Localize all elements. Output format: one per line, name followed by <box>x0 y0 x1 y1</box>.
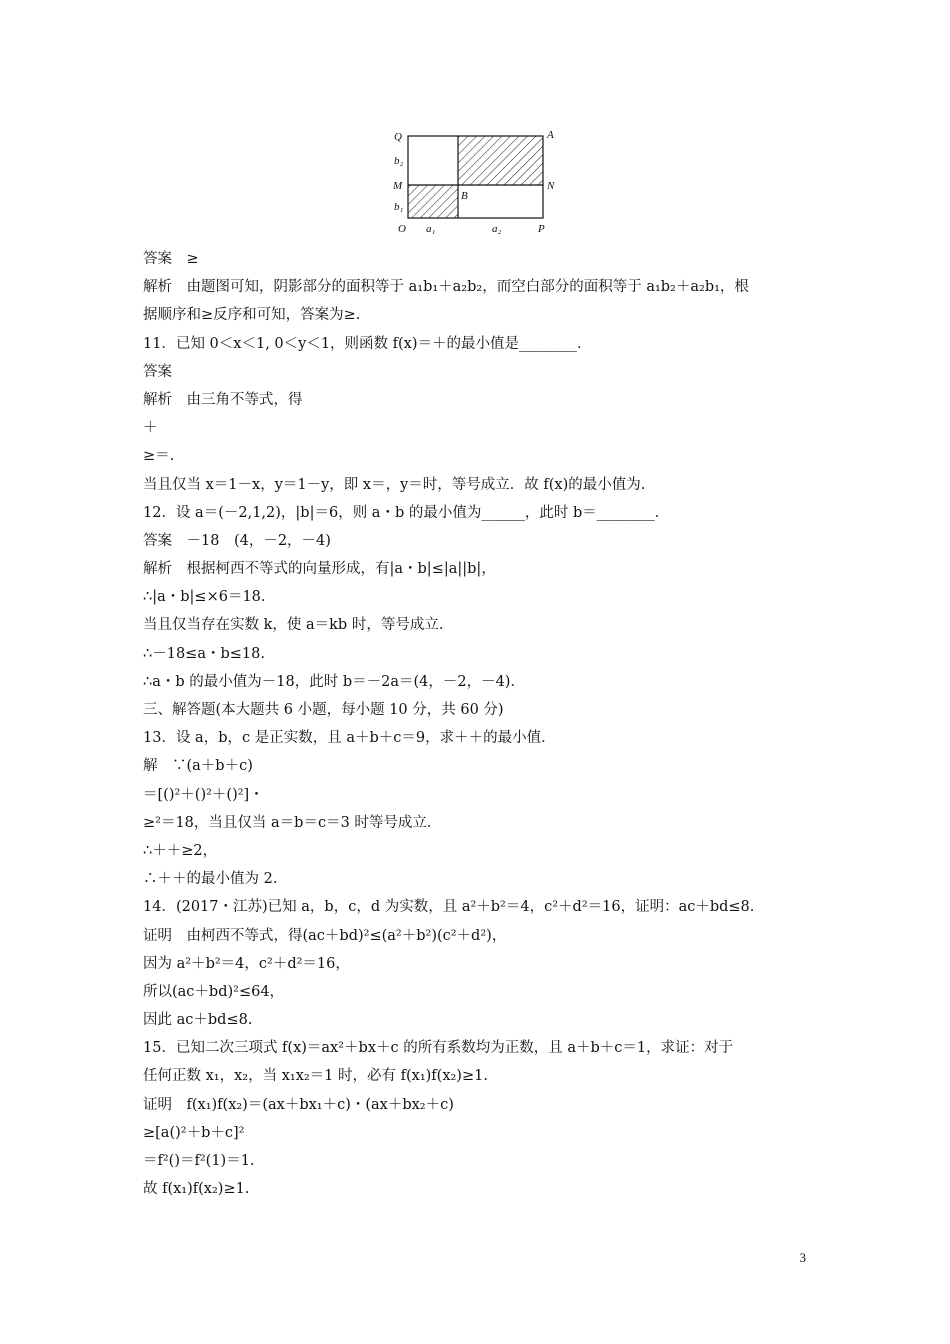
text-line: 解析 由题图可知，阴影部分的面积等于 a₁b₁＋a₂b₂，而空白部分的面积等于 a₁b₂＋a₂b₁，根 <box>143 279 749 296</box>
text-line: ∴＋＋≥2， <box>143 842 218 859</box>
page-number: 3 <box>799 1250 806 1265</box>
text-line: ∴＋＋的最小值为 2. <box>143 871 278 888</box>
text-line: 15．已知二次三项式 f(x)＝ax²＋bx＋c 的所有系数均为正数，且 a＋b＋c＝1，求证：对于 <box>143 1040 734 1057</box>
text-line: ＝[()²＋()²＋()²]・ <box>143 786 264 803</box>
text-line: ∴|a・b|≤×6＝18. <box>143 589 266 606</box>
text-line: 证明 f(x₁)f(x₂)＝(ax＋bx₁＋c)・(ax＋bx₂＋c) <box>143 1096 454 1113</box>
text-line: ＝f²()＝f²(1)＝1. <box>143 1153 255 1169</box>
text-line: 答案 <box>143 363 172 380</box>
text-line: ∴－18≤a・b≤18. <box>143 645 265 662</box>
section-heading: 三、解答题(本大题共 6 小题，每小题 10 分，共 60 分) <box>143 702 504 718</box>
label-a1: a₁ <box>426 223 436 235</box>
diagram-svg <box>380 122 570 240</box>
rectangle-area-diagram <box>380 122 570 240</box>
text-line: 答案 －18 (4，－2，－4) <box>143 532 331 549</box>
text-line: ≥²＝18，当且仅当 a＝b＝c＝3 时等号成立． <box>143 814 442 831</box>
text-line: 任何正数 x₁，x₂，当 x₁x₂＝1 时，必有 f(x₁)f(x₂)≥1. <box>143 1068 488 1085</box>
shaded-region-a2b2 <box>458 136 543 185</box>
label-m: M <box>393 180 403 192</box>
label-b2: b₂ <box>394 155 404 167</box>
text-line: ＋ <box>143 420 158 437</box>
shaded-region-a1b1 <box>408 185 458 218</box>
label-n: N <box>547 180 555 192</box>
text-line: 12．设 a＝(－2,1,2)，|b|＝6，则 a・b 的最小值为______，此时 b＝________． <box>143 504 670 521</box>
text-line: ≥＝. <box>143 448 175 465</box>
text-line: 当且仅当 x＝1－x，y＝1－y，即 x＝，y＝时，等号成立．故 f(x)的最小值为. <box>143 476 646 493</box>
text-line: 故 f(x₁)f(x₂)≥1. <box>143 1181 250 1198</box>
text-line: 13．设 a，b，c 是正实数，且 a＋b＋c＝9，求＋＋的最小值． <box>143 730 556 747</box>
text-line: 解析 由三角不等式，得 <box>143 391 303 408</box>
text-line: 因为 a²＋b²＝4，c²＋d²＝16， <box>143 955 350 972</box>
text-line: 因此 ac＋bd≤8. <box>143 1012 253 1029</box>
text-line: 所以(ac＋bd)²≤64， <box>143 983 285 1000</box>
label-o: O <box>398 223 406 235</box>
text-line: 14．(2017・江苏)已知 a，b，c，d 为实数，且 a²＋b²＝4，c²＋d²＝16，证明：ac＋bd≤8. <box>143 899 755 916</box>
text-line: 答案 ≥ <box>143 251 199 267</box>
text-line: 11．已知 0＜x＜1, 0＜y＜1，则函数 f(x)＝＋的最小值是________． <box>143 335 592 352</box>
label-a2: a₂ <box>492 223 502 235</box>
label-b-point: B <box>461 190 468 202</box>
label-q: Q <box>394 131 402 143</box>
text-line: ≥[a()²＋b＋c]² <box>143 1124 245 1141</box>
label-p: P <box>538 223 545 235</box>
text-line: 当且仅当存在实数 k，使 a＝kb 时，等号成立． <box>143 617 454 634</box>
label-b1: b₁ <box>394 201 404 213</box>
text-line: 据顺序和≥反序和可知，答案为≥. <box>143 307 361 324</box>
text-line: 证明 由柯西不等式，得(ac＋bd)²≤(a²＋b²)(c²＋d²)， <box>143 927 507 944</box>
label-a: A <box>547 129 554 141</box>
text-line: 解 ∵(a＋b＋c) <box>143 758 253 775</box>
document-body <box>143 245 823 1203</box>
text-line: 解析 根据柯西不等式的向量形成，有|a・b|≤|a||b|， <box>143 561 496 578</box>
text-line: ∴a・b 的最小值为－18，此时 b＝－2a＝(4，－2，－4)． <box>143 673 525 690</box>
